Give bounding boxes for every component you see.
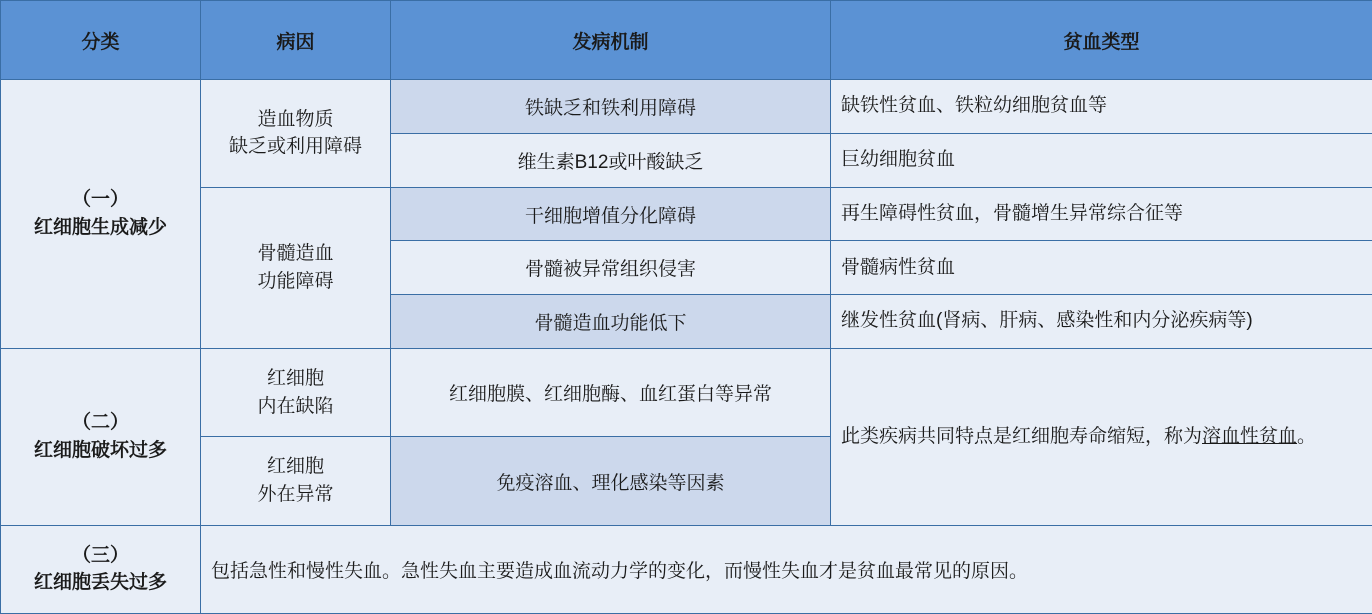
cause-1-1-line1: 造血物质 <box>257 108 334 130</box>
merged-type-suffix: 。 <box>1297 425 1317 447</box>
mechanism-cell: 骨髓被异常组织侵害 <box>391 241 831 295</box>
mechanism-cell: 维生素B12或叶酸缺乏 <box>391 133 831 187</box>
anemia-type-cell: 再生障碍性贫血，骨髓增生异常综合征等 <box>831 187 1372 241</box>
category-cell-3 <box>1 525 201 613</box>
anemia-type-cell: 继发性贫血(肾病、肝病、感染性和内分泌疾病等) <box>831 295 1372 349</box>
merged-type-prefix: 此类疾病共同特点是红细胞寿命缩短，称为 <box>841 425 1203 447</box>
category-3-line2: 红细胞丢失过多 <box>33 572 167 594</box>
cause-cell-1-1 <box>201 80 391 188</box>
table-row <box>1 349 1372 437</box>
category-2-line2: 红细胞破坏过多 <box>33 439 167 461</box>
header-mechanism: 发病机制 <box>391 1 831 80</box>
cause-2-1-line1: 红细胞 <box>266 368 324 390</box>
merged-type-underline: 溶血性贫血 <box>1202 425 1298 447</box>
table-row <box>1 187 1372 241</box>
category-cell-1 <box>1 80 201 349</box>
category-2-line1: （二） <box>71 412 129 434</box>
cause-1-1-line2: 缺乏或利用障碍 <box>228 136 362 158</box>
anemia-type-cell: 缺铁性贫血、铁粒幼细胞贫血等 <box>831 80 1372 134</box>
mechanism-cell: 干细胞增值分化障碍 <box>391 187 831 241</box>
header-cause: 病因 <box>201 1 391 80</box>
anemia-type-cell: 巨幼细胞贫血 <box>831 133 1372 187</box>
cause-1-2-line2: 功能障碍 <box>257 270 334 292</box>
anemia-type-merged-cell <box>831 349 1372 526</box>
section-3-description: 包括急性和慢性失血。急性失血主要造成血流动力学的变化，而慢性失血才是贫血最常见的原因。 <box>201 525 1372 613</box>
cause-2-2-line1: 红细胞 <box>266 456 324 478</box>
mechanism-cell: 铁缺乏和铁利用障碍 <box>391 80 831 134</box>
cause-1-2-line1: 骨髓造血 <box>257 243 334 265</box>
header-category: 分类 <box>1 1 201 80</box>
table-row <box>1 80 1372 134</box>
header-anemia-type: 贫血类型 <box>831 1 1372 80</box>
category-3-line1: （三） <box>71 544 129 566</box>
category-1-line2: 红细胞生成减少 <box>33 217 167 239</box>
mechanism-cell: 骨髓造血功能低下 <box>391 295 831 349</box>
table-row <box>1 525 1372 613</box>
cause-2-2-line2: 外在异常 <box>257 484 334 505</box>
mechanism-cell: 红细胞膜、红细胞酶、血红蛋白等异常 <box>391 349 831 437</box>
mechanism-cell: 免疫溶血、理化感染等因素 <box>391 437 831 525</box>
category-cell-2 <box>1 349 201 526</box>
cause-cell-1-2 <box>201 187 391 348</box>
cause-cell-2-2 <box>201 437 391 525</box>
anemia-type-cell: 骨髓病性贫血 <box>831 241 1372 295</box>
category-1-line1: （一） <box>71 189 129 211</box>
cause-cell-2-1 <box>201 349 391 437</box>
cause-2-1-line2: 内在缺陷 <box>257 395 334 417</box>
table-header-row <box>1 1 1372 80</box>
